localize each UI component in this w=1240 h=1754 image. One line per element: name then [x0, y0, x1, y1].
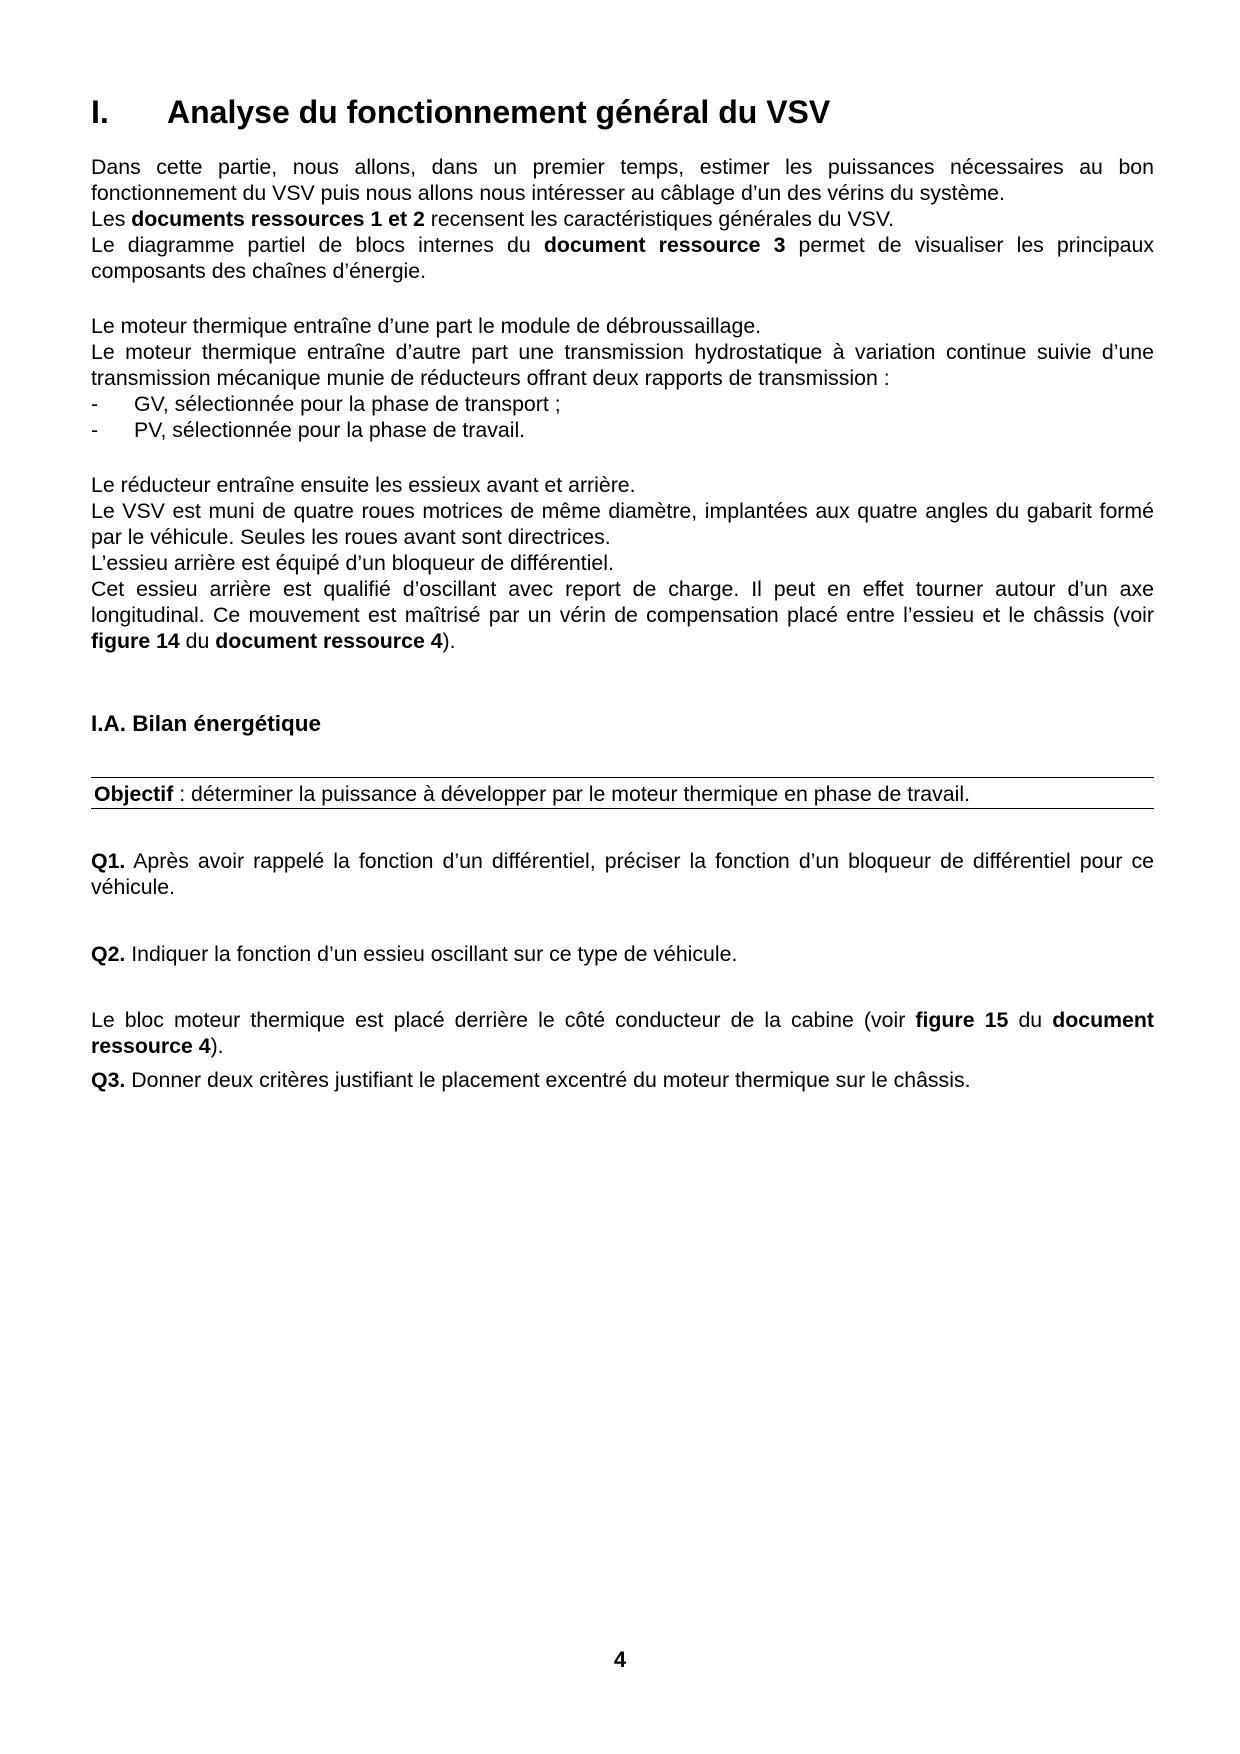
q2-text: Indiquer la fonction d’un essieu oscillant sur ce type de véhicule.: [125, 942, 738, 966]
page-number: 4: [613, 1647, 627, 1672]
bold-reference: document ressource 4: [215, 629, 443, 653]
context-paragraph: [91, 1007, 1154, 1059]
bold-reference: document ressource 3: [543, 233, 786, 257]
intro-paragraph-2: [91, 206, 1154, 232]
axles-block: [91, 472, 1154, 654]
question-q1: [91, 848, 1154, 900]
subsection-heading: I.A. Bilan énergétique: [91, 711, 322, 736]
text-run: Les: [91, 207, 132, 231]
bold-reference: figure 14: [91, 629, 180, 653]
q2-paragraph: [91, 941, 1154, 967]
question-q2: [91, 941, 1154, 967]
dash-marker: -: [91, 418, 99, 442]
axles-paragraph-2: Le VSV est muni de quatre roues motrices de même diamètre, implantées aux quatre angles du gabarit formé par le véhicule. Seules les roues avant sont directrices.: [91, 499, 1154, 549]
intro-paragraph-1: Dans cette partie, nous allons, dans un premier temps, estimer les puissances nécessaires au bon fonctionnement du VSV puis nous allons nous intéresser au câblage d’un des vérins du système.: [91, 155, 1154, 205]
bold-reference: documents ressources 1 et 2: [131, 207, 425, 231]
intro-paragraph-3: [91, 232, 1154, 284]
axles-paragraph-4: [91, 576, 1154, 654]
motor-block: [91, 313, 1154, 443]
intro-block: [91, 154, 1154, 284]
q3-label: Q3.: [91, 1068, 126, 1092]
section-heading: [91, 92, 1151, 132]
bold-reference: document ressource 4: [91, 1008, 1155, 1058]
q3-paragraph: [91, 1067, 1154, 1093]
axles-paragraph-1: Le réducteur entraîne ensuite les essieux avant et arrière.: [91, 473, 636, 497]
context-text: [91, 1007, 1154, 1059]
bullet-text: PV, sélectionnée pour la phase de travail.: [134, 418, 526, 442]
objective-text: : déterminer la puissance à développer par le moteur thermique en phase de travail.: [173, 782, 971, 806]
question-q3: [91, 1067, 1154, 1093]
bullet-item: [91, 391, 1154, 417]
text-run: ).: [442, 629, 456, 653]
motor-paragraph-2: Le moteur thermique entraîne d’autre part une transmission hydrostatique à variation continue suivie d’une transmission mécanique munie de réducteurs offrant deux rapports de transmission :: [91, 340, 1154, 390]
bullet-item: [91, 417, 1154, 443]
text-run: permet de visualiser les principaux composants des chaînes d’énergie.: [91, 233, 1154, 283]
section-number: I.: [91, 94, 109, 130]
axles-paragraph-3: L’essieu arrière est équipé d’un bloqueur de différentiel.: [91, 551, 614, 575]
text-run: du: [179, 629, 216, 653]
bullet-text: GV, sélectionnée pour la phase de transport ;: [134, 392, 561, 416]
text-run: ).: [210, 1034, 224, 1058]
dash-marker: -: [91, 392, 99, 416]
text-run: Le bloc moteur thermique est placé derrière le côté conducteur de la cabine (voir: [91, 1008, 916, 1032]
text-run: du: [1008, 1008, 1053, 1032]
text-run: Le diagramme partiel de blocs internes du: [91, 233, 544, 257]
objective-label: Objectif: [94, 782, 174, 806]
objective-box: [91, 777, 1154, 809]
motor-paragraph-1: Le moteur thermique entraîne d’une part le module de débroussaillage.: [91, 314, 762, 338]
q2-label: Q2.: [91, 942, 126, 966]
text-run: recensent les caractéristiques générales du VSV.: [424, 207, 895, 231]
q1-text: Après avoir rappelé la fonction d’un différentiel, préciser la fonction d’un bloqueur de différentiel pour ce véhicule.: [91, 849, 1154, 899]
section-title: Analyse du fonctionnement général du VSV: [167, 94, 831, 130]
q3-text: Donner deux critères justifiant le placement excentré du moteur thermique sur le châssis.: [125, 1068, 971, 1092]
text-run: Cet essieu arrière est qualifié d’oscillant avec report de charge. Il peut en effet tourner autour d’un axe longitudinal. Ce mouvement est maîtrisé par un vérin de compensation placé entre l’essieu et le châssis (voir: [91, 577, 1154, 627]
q1-paragraph: [91, 848, 1154, 900]
q1-label: Q1.: [91, 849, 126, 873]
bold-reference: figure 15: [915, 1008, 1009, 1032]
